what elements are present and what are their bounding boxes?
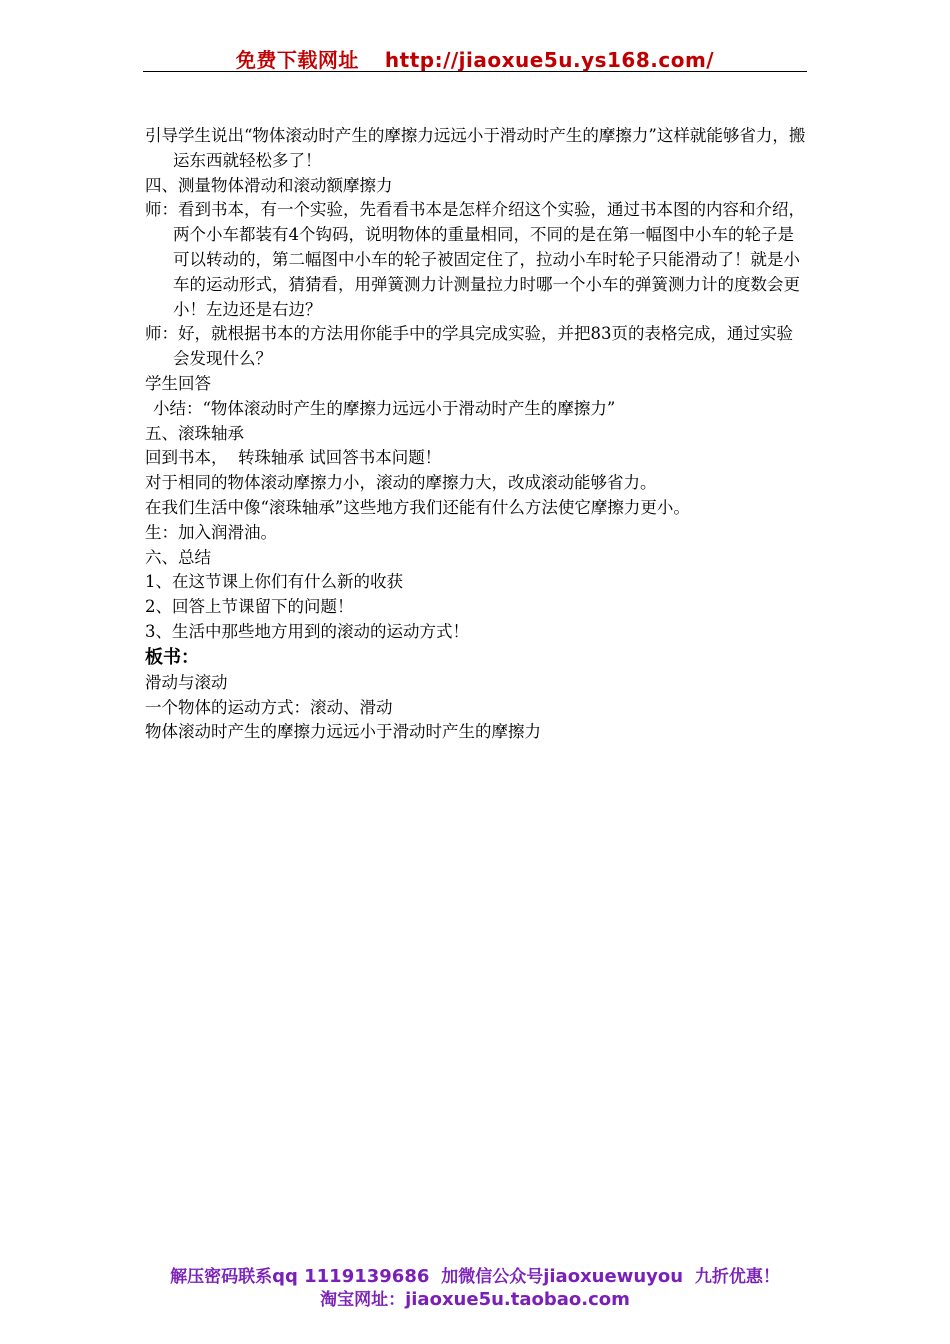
summary-item-2: 2、回答上节课留下的问题！ — [145, 597, 354, 617]
footer-line-shop — [0, 1285, 950, 1310]
paragraph-guide: 引导学生说出“物体滚动时产生的摩擦力远远小于滑动时产生的摩擦力”这样就能够省力，搬运东西就轻松多了！ — [145, 126, 806, 170]
section-heading-four: 四、测量物体滑动和滚动额摩擦力 — [145, 175, 393, 195]
section-heading-six: 六、总结 — [145, 547, 211, 567]
document-body — [145, 124, 809, 745]
board-line-1: 滑动与滚动 — [145, 672, 228, 692]
footer-shop-url-link[interactable]: jiaoxue5u.taobao.com — [405, 1289, 630, 1310]
paragraph-summary: 小结：“物体滚动时产生的摩擦力远远小于滑动时产生的摩擦力” — [153, 398, 616, 418]
board-heading: 板书： — [145, 646, 199, 668]
paragraph-friction: 对于相同的物体滚动摩擦力小，滚动的摩擦力大，改成滚动能够省力。 — [145, 473, 657, 493]
header-divider — [143, 71, 807, 72]
footer-wechat-label: 加微信公众号 — [441, 1267, 544, 1287]
header-banner — [0, 44, 950, 73]
footer-discount: 九折优惠！ — [694, 1267, 780, 1287]
summary-item-3: 3、生活中那些地方用到的滚动的运动方式！ — [145, 621, 469, 641]
footer-password-label: 解压密码联系 — [170, 1267, 273, 1287]
section-heading-five: 五、滚珠轴承 — [145, 423, 244, 443]
paragraph-teacher-1: 师：看到书本，有一个实验，先看看书本是怎样介绍这个实验，通过书本图的内容和介绍，两个小车都装有4个钩码，说明物体的重量相同，不同的是在第一幅图中小车的轮子是可以转动的，第二幅图中小车的轮子被固定住了，拉动小车时轮子只能滑动了！就是小车的运动形式，猜猜看，用弹簧测力计测量拉力时哪一个小车的弹簧测力计的度数会更小！左边还是右边？ — [145, 200, 805, 319]
summary-item-1: 1、在这节课上你们有什么新的收获 — [145, 572, 403, 592]
footer-qq: qq 1119139686 — [272, 1266, 430, 1287]
footer-wechat-account: jiaoxuewuyou — [543, 1266, 684, 1287]
footer-shop-label: 淘宝网址： — [320, 1290, 406, 1310]
paragraph-student-oil: 生：加入润滑油。 — [145, 522, 277, 542]
header-url-link[interactable]: http://jiaoxue5u.ys168.com/ — [384, 48, 715, 72]
board-line-2: 一个物体的运动方式：滚动、滑动 — [145, 697, 393, 717]
paragraph-teacher-2: 师：好，就根据书本的方法用你能手中的学具完成实验，并把83页的表格完成，通过实验会发现什么？ — [145, 324, 793, 369]
header-label: 免费下载网址 — [235, 48, 359, 72]
board-line-3: 物体滚动时产生的摩擦力远远小于滑动时产生的摩擦力 — [145, 722, 541, 742]
footer-line-contact — [0, 1262, 950, 1287]
paragraph-back-to-book: 回到书本， 转珠轴承 试回答书本问题！ — [145, 448, 442, 468]
paragraph-life-example: 在我们生活中像“滚珠轴承”这些地方我们还能有什么方法使它摩擦力更小。 — [145, 497, 690, 517]
paragraph-student-answer: 学生回答 — [145, 373, 211, 393]
